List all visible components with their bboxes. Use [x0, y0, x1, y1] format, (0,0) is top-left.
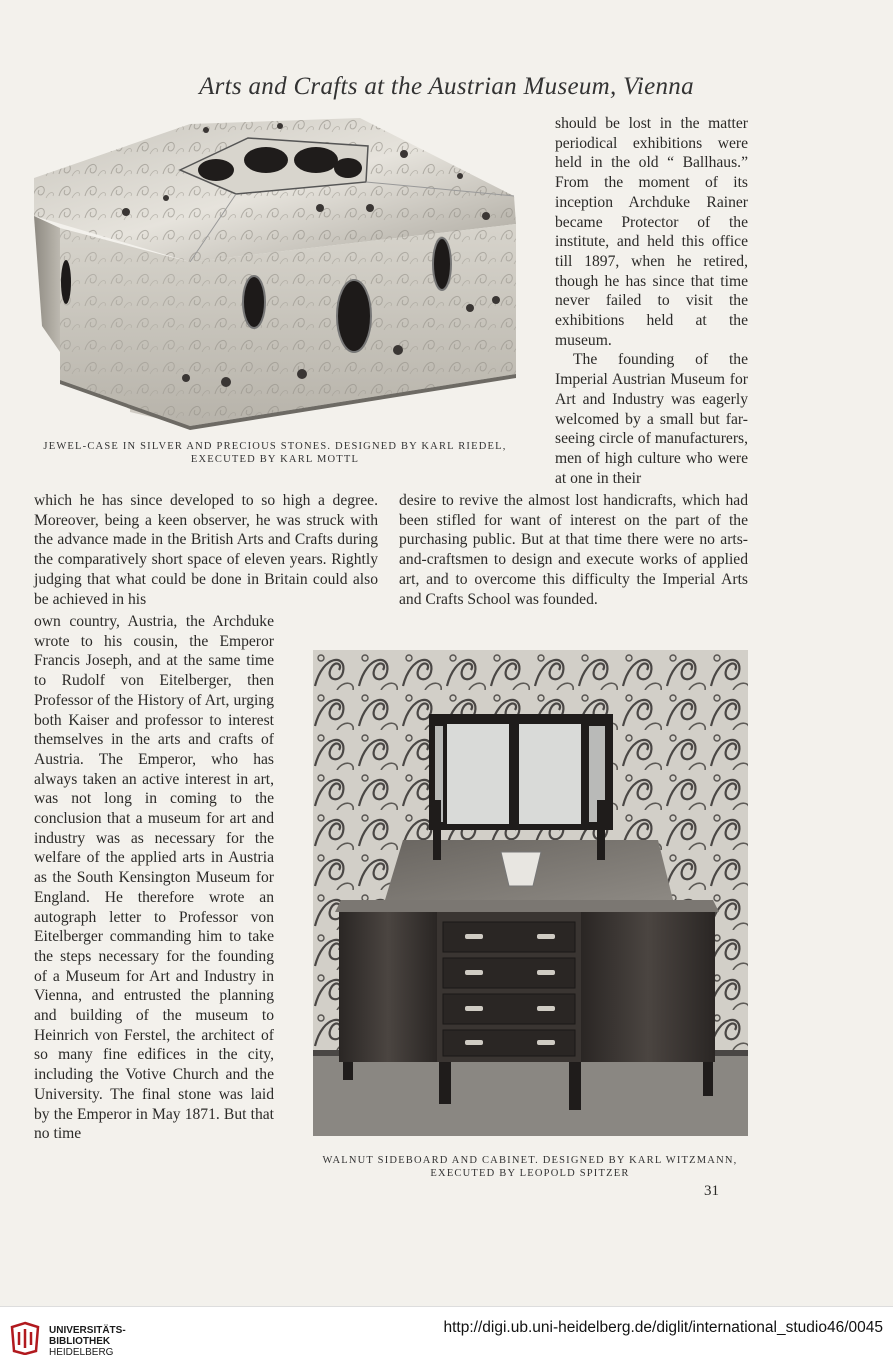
sideboard-caption: [300, 1154, 760, 1180]
page-number: 31: [704, 1183, 719, 1199]
jewel-case-caption: [20, 440, 530, 466]
paragraph: desire to revive the almost lost handicrafts, which had been stifled for want of interest on the part of the purchasing public. But at that time there were no arts-and-craftsmen to design and execute works of applied art, and to overcome this difficulty the Imperial Arts and Crafts School was founded.: [399, 492, 748, 608]
caption-line: EXECUTED BY LEOPOLD SPITZER: [430, 1168, 630, 1179]
library-name-line: BIBLIOTHEK: [49, 1336, 111, 1347]
library-name-line: HEIDELBERG: [49, 1347, 114, 1358]
right-column-top: [555, 114, 748, 488]
caption-line: WALNUT SIDEBOARD AND CABINET. DESIGNED BY KARL WITZMANN,: [322, 1155, 738, 1166]
paragraph: The founding of the Imperial Austrian Museum for Art and Industry was eagerly welcomed by a small but far-seeing circle of manufacturers, men of high culture who were at one in their: [555, 351, 748, 487]
digitization-footer: [0, 1306, 893, 1372]
jewel-case-illustration: [30, 112, 530, 430]
middle-right-text: [399, 491, 748, 609]
bottom-left-column: [34, 612, 274, 1144]
library-name-line: UNIVERSITÄTS-: [49, 1325, 126, 1336]
caption-line: JEWEL-CASE IN SILVER AND PRECIOUS STONES. DESIGNED BY KARL RIEDEL,: [43, 441, 507, 452]
caption-line: EXECUTED BY KARL MOTTL: [190, 454, 360, 465]
paragraph: should be lost in the matter periodical exhibitions were held in the old “ Ballhaus.” From the moment of its inception Archduke Rainer became Protector of the institute, and held this office till 1897, when he retired, though he has since that time never failed to visit the exhibitions held at the museum.: [555, 115, 748, 349]
source-url-link[interactable]: http://digi.ub.uni-heidelberg.de/diglit/international_studio46/0045: [443, 1319, 883, 1336]
middle-left-text: [34, 491, 378, 609]
library-name: [49, 1325, 126, 1358]
sideboard-photograph: [313, 650, 748, 1136]
paragraph: which he has since developed to so high a degree. Moreover, being a keen observer, he was struck with the advance made in the British Arts and Crafts during the comparatively short space of eleven years. Rightly judging that what could be done in Britain could also be achieved in his: [34, 492, 378, 608]
running-head: Arts and Crafts at the Austrian Museum, Vienna: [199, 73, 694, 100]
university-library-logo-icon: [10, 1321, 40, 1355]
paragraph: own country, Austria, the Archduke wrote to his cousin, the Emperor Francis Joseph, and at the same time to Rudolf von Eitelberger, then Professor of the History of Art, urging both Kaiser and professor to interest themselves in the arts and crafts of Austria. The Emperor, who has always taken an active interest in art, was not long in coming to the conclusion that a museum for art and industry was as necessary for the welfare of the applied arts in Austria as the South Kensington Museum for England. He therefore wrote an autograph letter to Professor von Eitelberger commanding him to take the steps necessary for the founding of a Museum for Art and Industry in Vienna, and entrusted the planning and building of the museum to Heinrich von Ferstel, the architect of so many fine edifices in the city, including the Votive Church and the University. The final stone was laid by the Emperor in May 1871. But that no time: [34, 613, 274, 1143]
